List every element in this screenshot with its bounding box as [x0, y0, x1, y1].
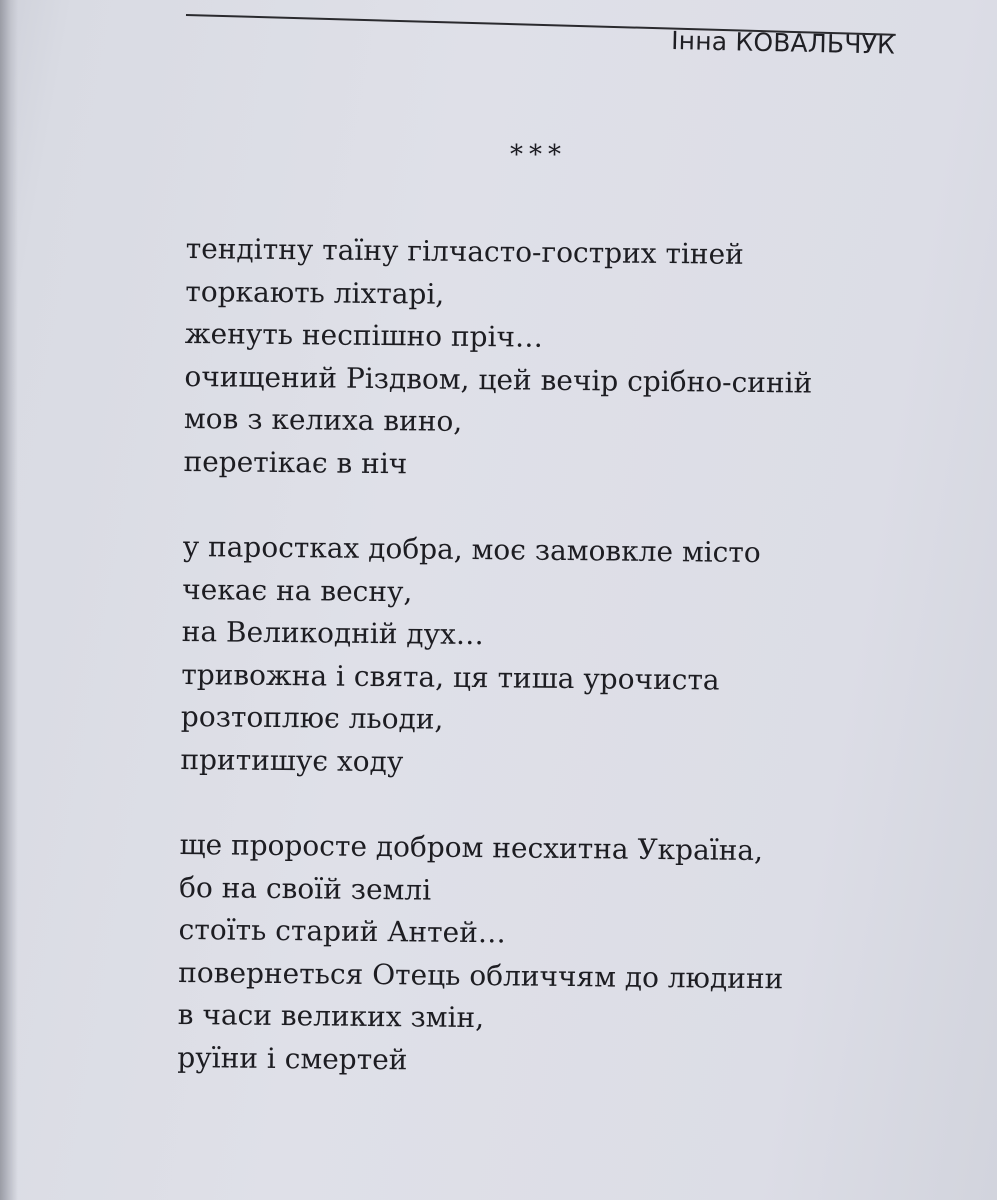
- poem-line: очищений Різдвом, цей вечір срібно-синій: [184, 359, 813, 400]
- poem-line: чекає на весну,: [182, 572, 413, 608]
- poem-line: мов з келиха вино,: [183, 401, 463, 438]
- poem-line: торкають ліхтарі,: [185, 274, 445, 311]
- poem-line: руїни і смертей: [177, 1040, 408, 1076]
- poem-line: бо на своїй землі: [178, 870, 432, 907]
- poem-line: повернеться Отець обличчям до людини: [178, 955, 784, 995]
- poem-body: [177, 228, 946, 1130]
- poem-line: стоїть старий Антей…: [178, 912, 507, 950]
- poem-separator: ***: [510, 140, 567, 170]
- poem-line: притишує ходу: [180, 742, 404, 778]
- poem-line: женуть неспішно пріч…: [184, 316, 544, 354]
- poem-line: у паростках добра, моє замовкле місто: [182, 529, 761, 570]
- stanza-2: [180, 526, 943, 789]
- stanza-3: [177, 824, 940, 1087]
- author-name: Інна КОВАЛЬЧУК: [670, 25, 896, 60]
- poem-line: тривожна і свята, ця тиша урочиста: [181, 657, 720, 697]
- poem-line: в часи великих змін,: [177, 997, 485, 1035]
- stanza-1: [183, 228, 946, 491]
- poem-line: розтоплює льоди,: [180, 699, 444, 736]
- poem-line: перетікає в ніч: [183, 444, 408, 480]
- poem-line: ще проросте добром несхитна Україна,: [179, 827, 764, 868]
- poem-line: тендітну таїну гілчасто-гострих тіней: [185, 231, 744, 271]
- page-gutter-shadow: [0, 0, 18, 1200]
- poem-line: на Великодній дух…: [181, 614, 485, 652]
